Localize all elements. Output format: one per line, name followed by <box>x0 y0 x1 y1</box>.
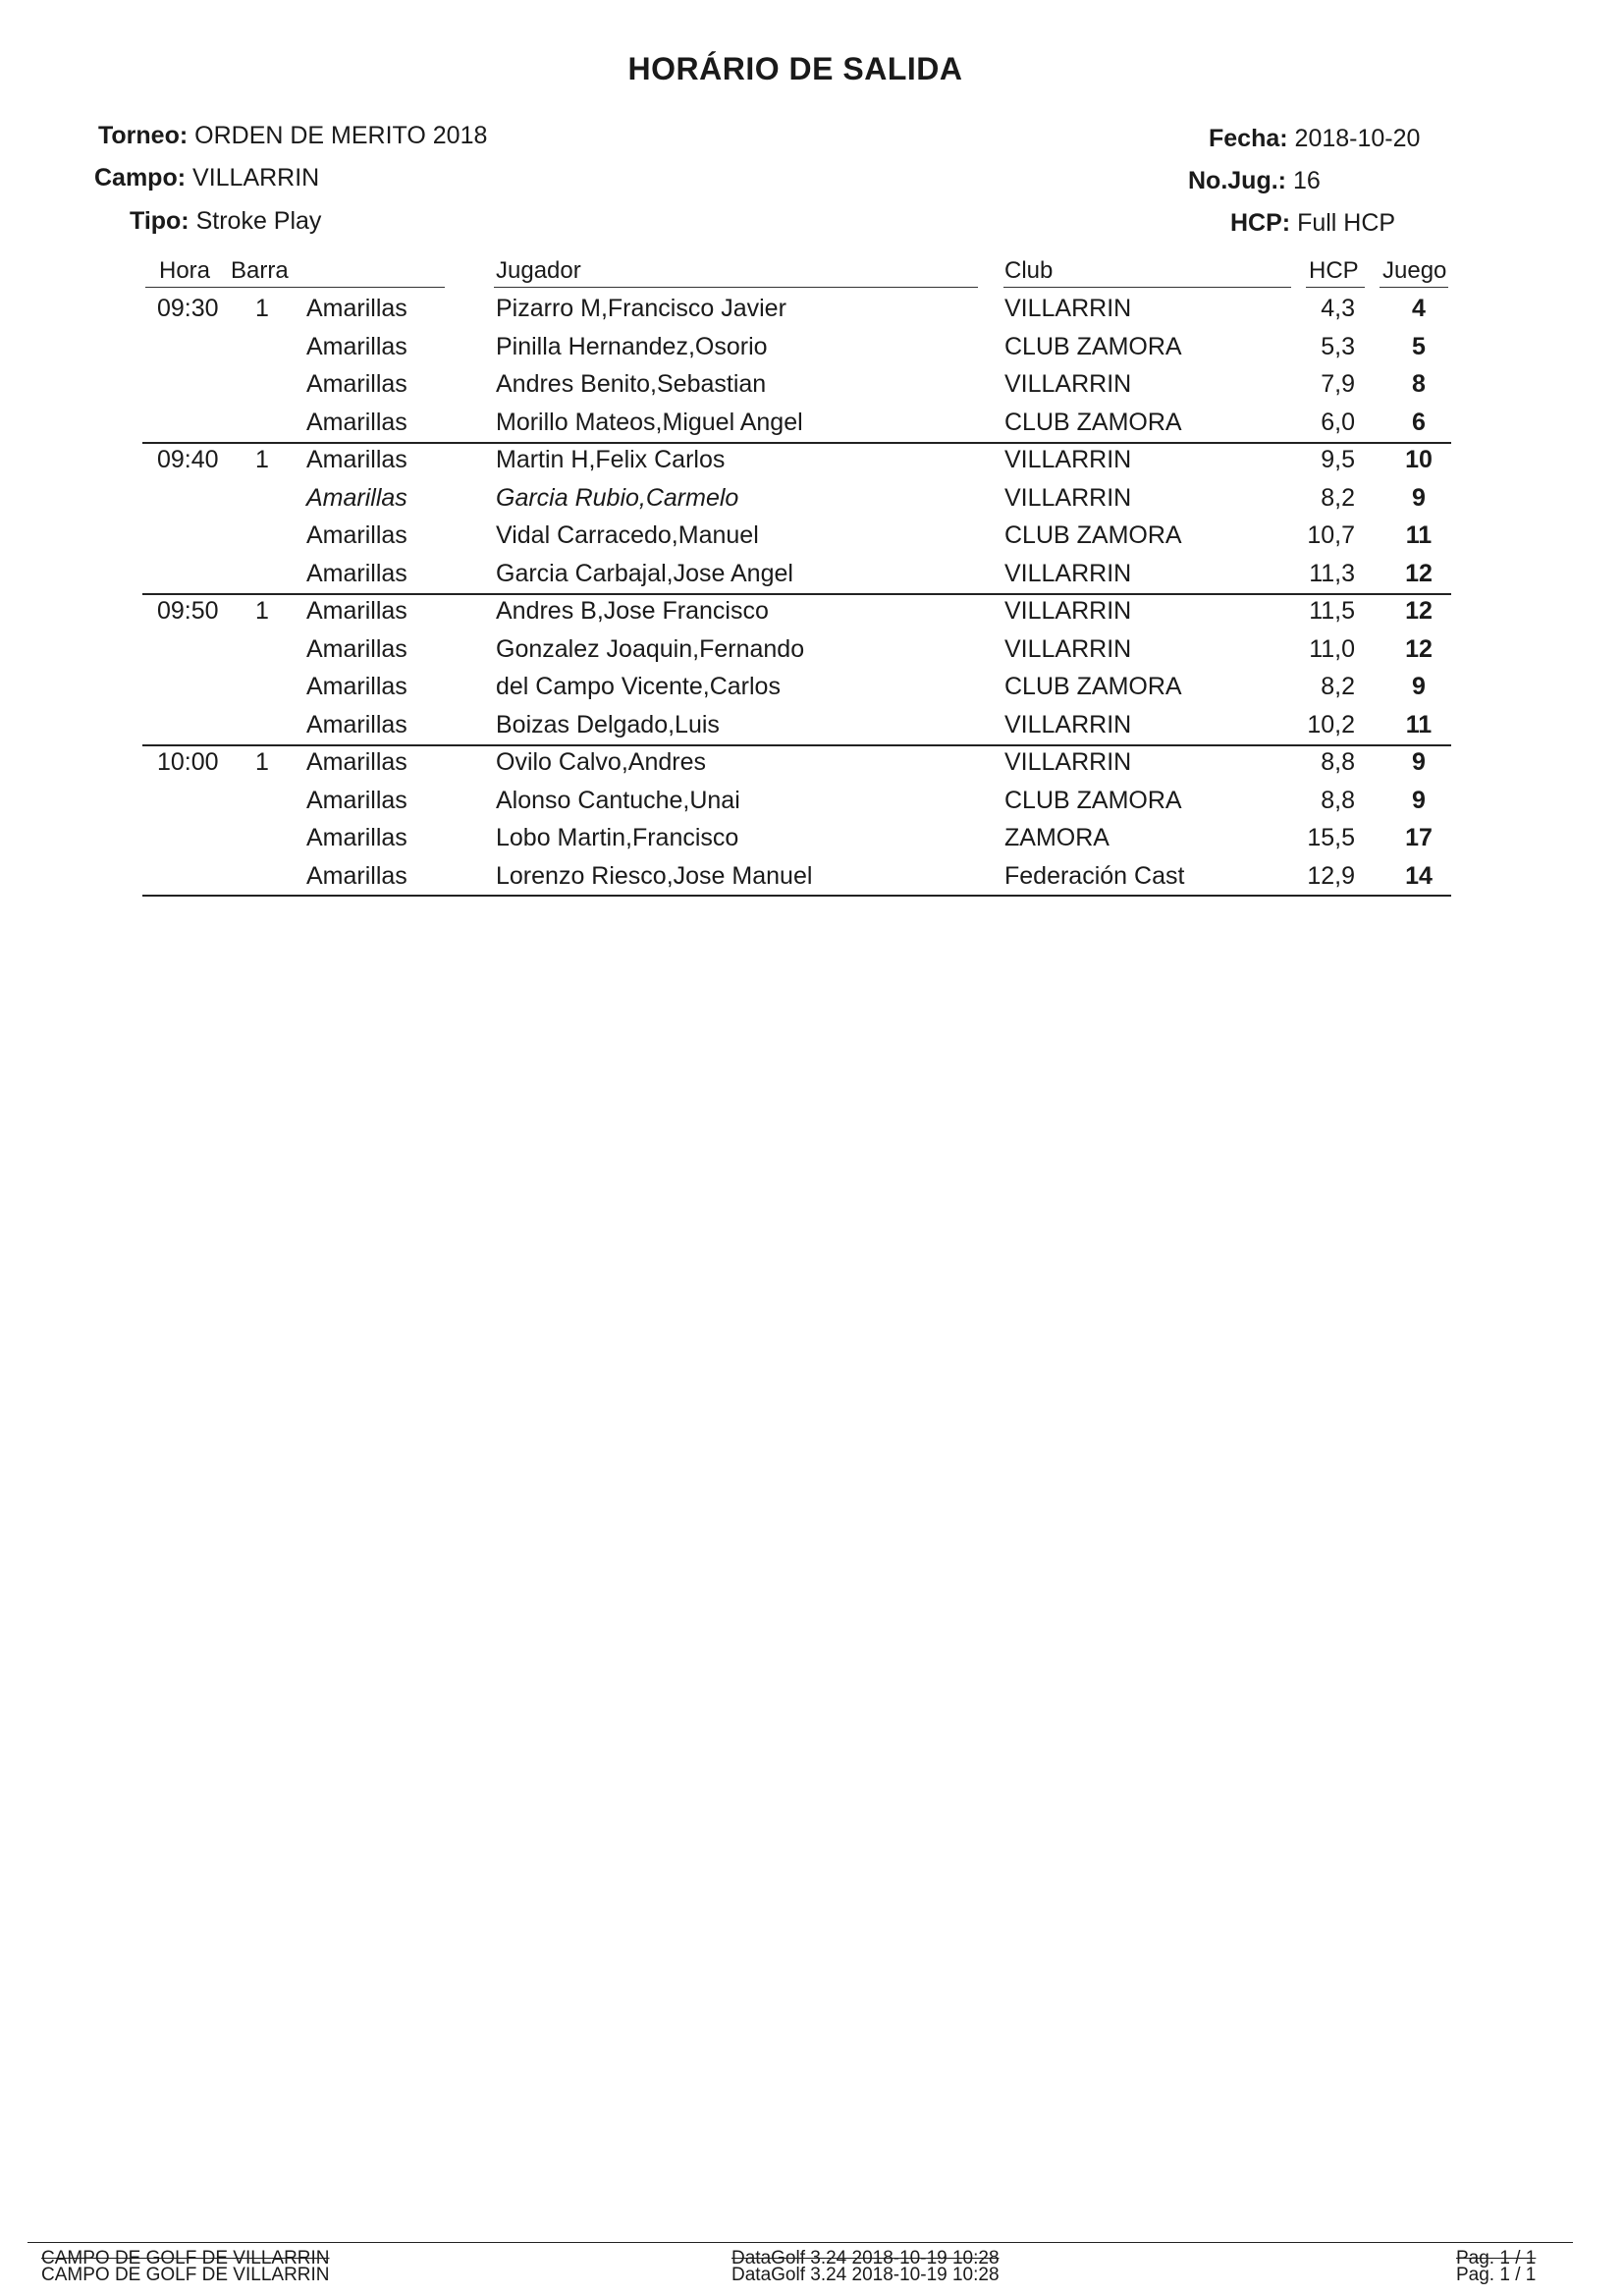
cell-juego: 11 <box>1405 521 1433 549</box>
cell-tee: Amarillas <box>306 711 407 738</box>
footer-org: CAMPO DE GOLF DE VILLARRIN <box>41 2265 330 2285</box>
cell-club: VILLARRIN <box>1004 597 1132 625</box>
cell-hcp: 8,8 <box>1321 787 1355 814</box>
cell-tee: Amarillas <box>306 673 407 700</box>
cell-jugador: Boizas Delgado,Luis <box>496 711 720 738</box>
cell-juego: 8 <box>1412 370 1426 398</box>
meta-hcp <box>1230 209 1395 238</box>
cell-hcp: 11,3 <box>1309 560 1355 587</box>
cell-hcp: 12,9 <box>1307 862 1355 890</box>
cell-jugador: Garcia Rubio,Carmelo <box>496 484 739 512</box>
header-underline-jugador <box>494 287 978 288</box>
cell-club: VILLARRIN <box>1004 484 1132 512</box>
page-title: HORÁRIO DE SALIDA <box>627 51 963 86</box>
cell-tee: Amarillas <box>306 333 407 360</box>
hcp-label: HCP: <box>1230 209 1291 237</box>
header-club: Club <box>1004 257 1054 284</box>
cell-jugador: Garcia Carbajal,Jose Angel <box>496 560 793 587</box>
cell-tee: Amarillas <box>306 787 407 814</box>
group-separator <box>142 744 1451 746</box>
cell-hora: 09:30 <box>157 295 219 322</box>
table-bottom-rule <box>142 895 1451 897</box>
footer-rule <box>27 2242 1573 2243</box>
cell-jugador: Ovilo Calvo,Andres <box>496 748 706 776</box>
cell-jugador: Pinilla Hernandez,Osorio <box>496 333 768 360</box>
cell-tee: Amarillas <box>306 597 407 625</box>
cell-club: VILLARRIN <box>1004 711 1132 738</box>
campo-value: VILLARRIN <box>192 164 320 191</box>
header-juego: Juego <box>1382 257 1447 284</box>
cell-hcp: 11,0 <box>1309 635 1355 663</box>
cell-hcp: 10,2 <box>1307 711 1355 738</box>
cell-club: CLUB ZAMORA <box>1004 787 1182 814</box>
cell-jugador: Vidal Carracedo,Manuel <box>496 521 759 549</box>
cell-juego: 12 <box>1405 635 1433 663</box>
cell-club: VILLARRIN <box>1004 560 1132 587</box>
meta-fecha <box>1209 125 1420 153</box>
tipo-value: Stroke Play <box>195 207 322 235</box>
cell-juego: 12 <box>1405 560 1433 587</box>
footer-page: Pag. 1 / 1 <box>1456 2265 1537 2285</box>
footer-org-struck: CAMPO DE GOLF DE VILLARRIN <box>41 2248 330 2269</box>
cell-tee: Amarillas <box>306 521 407 549</box>
footer-page-struck: Pag. 1 / 1 <box>1456 2248 1537 2269</box>
cell-hcp: 8,2 <box>1321 484 1355 512</box>
cell-juego: 9 <box>1412 673 1426 700</box>
cell-juego: 17 <box>1405 824 1433 851</box>
meta-campo <box>94 164 319 192</box>
cell-tee: Amarillas <box>306 862 407 890</box>
cell-hcp: 11,5 <box>1309 597 1355 625</box>
cell-juego: 10 <box>1405 446 1433 473</box>
meta-torneo <box>98 122 487 150</box>
footer-software: DataGolf 3.24 2018-10-19 10:28 <box>731 2265 1000 2285</box>
cell-juego: 9 <box>1412 748 1426 776</box>
cell-jugador: Lorenzo Riesco,Jose Manuel <box>496 862 813 890</box>
cell-tee: Amarillas <box>306 370 407 398</box>
cell-club: ZAMORA <box>1004 824 1110 851</box>
meta-nojug <box>1188 167 1321 195</box>
cell-hcp: 4,3 <box>1321 295 1355 322</box>
cell-tee: Amarillas <box>306 409 407 436</box>
torneo-label: Torneo: <box>98 122 189 149</box>
cell-hcp: 9,5 <box>1321 446 1355 473</box>
cell-jugador: Andres Benito,Sebastian <box>496 370 767 398</box>
torneo-value: ORDEN DE MERITO 2018 <box>194 122 488 149</box>
cell-club: VILLARRIN <box>1004 446 1132 473</box>
cell-tee: Amarillas <box>306 560 407 587</box>
cell-hcp: 15,5 <box>1307 824 1355 851</box>
cell-juego: 12 <box>1405 597 1433 625</box>
header-hora: Hora <box>159 257 211 284</box>
cell-barra: 1 <box>255 597 269 625</box>
group-separator <box>142 442 1451 444</box>
campo-label: Campo: <box>94 164 187 191</box>
cell-jugador: Alonso Cantuche,Unai <box>496 787 740 814</box>
cell-juego: 9 <box>1412 484 1426 512</box>
cell-tee: Amarillas <box>306 824 407 851</box>
cell-juego: 11 <box>1405 711 1433 738</box>
cell-tee: Amarillas <box>306 748 407 776</box>
cell-hcp: 6,0 <box>1321 409 1355 436</box>
header-underline-juego <box>1380 287 1448 288</box>
cell-club: CLUB ZAMORA <box>1004 333 1182 360</box>
cell-tee: Amarillas <box>306 484 407 512</box>
cell-club: VILLARRIN <box>1004 635 1132 663</box>
cell-juego: 4 <box>1412 295 1426 322</box>
cell-juego: 9 <box>1412 787 1426 814</box>
cell-club: CLUB ZAMORA <box>1004 673 1182 700</box>
cell-hcp: 10,7 <box>1307 521 1355 549</box>
cell-juego: 14 <box>1405 862 1433 890</box>
tipo-label: Tipo: <box>130 207 189 235</box>
header-barra: Barra <box>231 257 289 284</box>
cell-hcp: 7,9 <box>1321 370 1355 398</box>
cell-barra: 1 <box>255 748 269 776</box>
cell-hcp: 8,8 <box>1321 748 1355 776</box>
cell-club: VILLARRIN <box>1004 748 1132 776</box>
cell-club: VILLARRIN <box>1004 370 1132 398</box>
meta-tipo <box>130 207 321 236</box>
cell-hcp: 5,3 <box>1321 333 1355 360</box>
header-underline-club <box>1003 287 1291 288</box>
cell-hora: 10:00 <box>157 748 219 776</box>
fecha-label: Fecha: <box>1209 125 1288 152</box>
nojug-label: No.Jug.: <box>1188 167 1286 194</box>
cell-juego: 6 <box>1412 409 1426 436</box>
cell-jugador: Andres B,Jose Francisco <box>496 597 769 625</box>
cell-jugador: Lobo Martin,Francisco <box>496 824 739 851</box>
cell-hora: 09:40 <box>157 446 219 473</box>
hcp-value: Full HCP <box>1297 209 1396 237</box>
cell-jugador: del Campo Vicente,Carlos <box>496 673 781 700</box>
nojug-value: 16 <box>1292 167 1321 194</box>
header-jugador: Jugador <box>496 257 581 284</box>
header-hcp: HCP <box>1309 257 1359 284</box>
cell-jugador: Pizarro M,Francisco Javier <box>496 295 786 322</box>
cell-jugador: Martin H,Felix Carlos <box>496 446 726 473</box>
cell-tee: Amarillas <box>306 295 407 322</box>
cell-juego: 5 <box>1412 333 1426 360</box>
header-underline-hcp <box>1306 287 1365 288</box>
cell-club: VILLARRIN <box>1004 295 1132 322</box>
footer-software-struck: DataGolf 3.24 2018-10-19 10:28 <box>731 2248 1000 2269</box>
cell-club: CLUB ZAMORA <box>1004 521 1182 549</box>
cell-club: CLUB ZAMORA <box>1004 409 1182 436</box>
cell-club: Federación Cast <box>1004 862 1185 890</box>
group-separator <box>142 593 1451 595</box>
cell-tee: Amarillas <box>306 446 407 473</box>
cell-hcp: 8,2 <box>1321 673 1355 700</box>
cell-tee: Amarillas <box>306 635 407 663</box>
cell-jugador: Gonzalez Joaquin,Fernando <box>496 635 805 663</box>
cell-hora: 09:50 <box>157 597 219 625</box>
cell-jugador: Morillo Mateos,Miguel Angel <box>496 409 803 436</box>
cell-barra: 1 <box>255 446 269 473</box>
header-underline-hora-barra <box>145 287 445 288</box>
fecha-value: 2018-10-20 <box>1294 125 1421 152</box>
cell-barra: 1 <box>255 295 269 322</box>
